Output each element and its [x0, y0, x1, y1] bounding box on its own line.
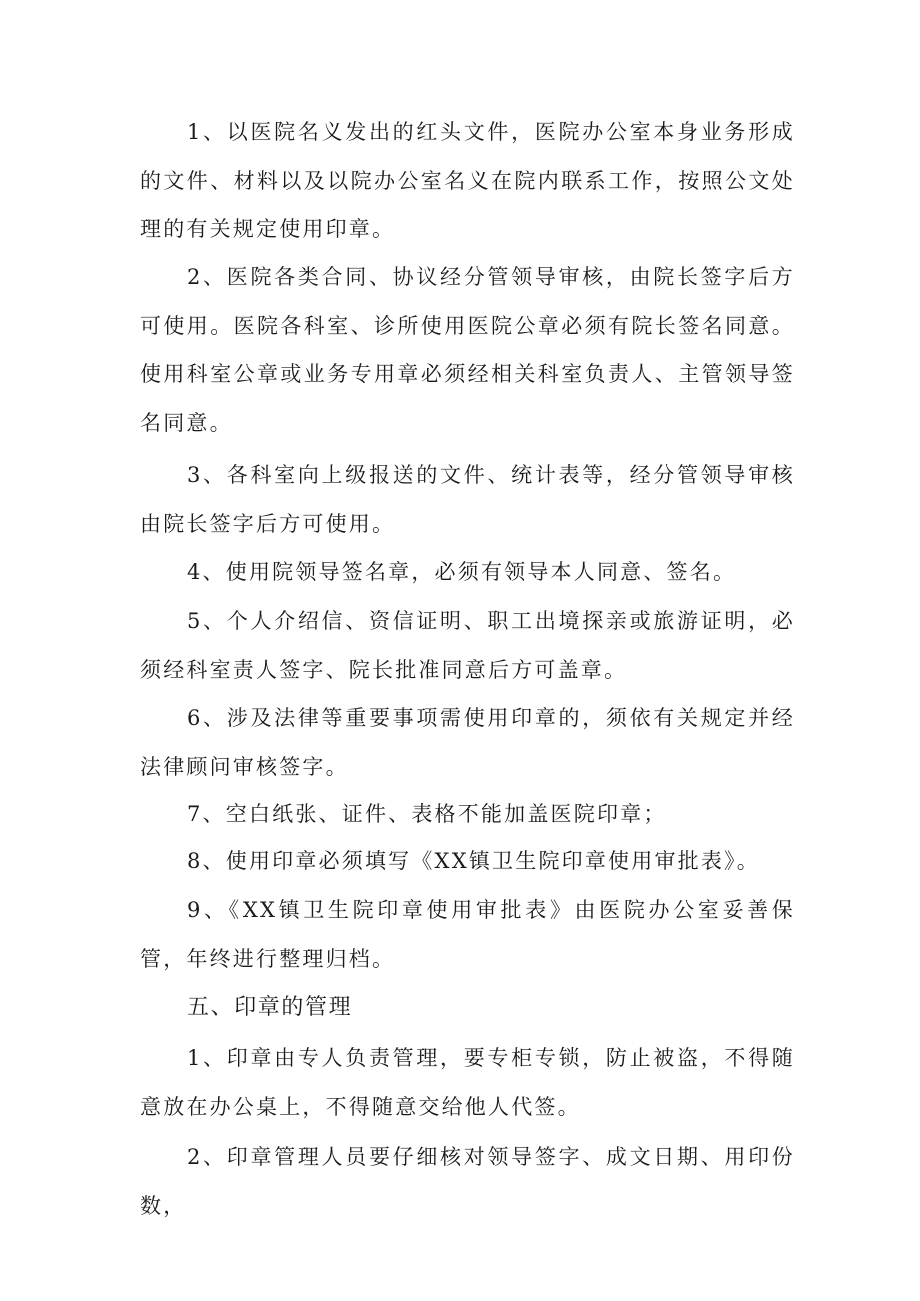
- paragraph-rule-6: 6、涉及法律等重要事项需使用印章的，须依有关规定并经法律顾问审核签字。: [140, 706, 795, 779]
- paragraph-rule-2: 2、医院各类合同、协议经分管领导审核，由院长签字后方可使用。医院各科室、诊所使用医院公章必须有院长签名同意。使用科室公章或业务专用章必须经相关科室负责人、主管领导签名同意。: [140, 265, 795, 435]
- paragraph-rule-7: 7、空白纸张、证件、表格不能加盖医院印章；: [187, 802, 667, 826]
- paragraph-rule-1: 1、以医院名义发出的红头文件，医院办公室本身业务形成的文件、材料以及以院办公室名义在院内联系工作，按照公文处理的有关规定使用印章。: [140, 120, 795, 241]
- paragraph-rule-4: 4、使用院领导签名章，必须有领导本人同意、签名。: [187, 560, 737, 584]
- paragraph-management-2: 2、印章管理人员要仔细核对领导签字、成文日期、用印份数，: [140, 1145, 795, 1218]
- section-heading: 五、印章的管理: [187, 995, 353, 1020]
- paragraph-rule-3: 3、各科室向上级报送的文件、统计表等，经分管领导审核由院长签字后方可使用。: [140, 463, 795, 536]
- paragraph-rule-9: 9、《XX镇卫生院印章使用审批表》由医院办公室妥善保管，年终进行整理归档。: [140, 898, 795, 971]
- paragraph-rule-8: 8、使用印章必须填写《XX镇卫生院印章使用审批表》。: [187, 849, 760, 873]
- paragraph-rule-5: 5、个人介绍信、资信证明、职工出境探亲或旅游证明，必须经科室责人签字、院长批准同意后方可盖章。: [140, 609, 795, 682]
- paragraph-management-1: 1、印章由专人负责管理，要专柜专锁，防止被盗，不得随意放在办公桌上，不得随意交给他人代签。: [140, 1046, 795, 1119]
